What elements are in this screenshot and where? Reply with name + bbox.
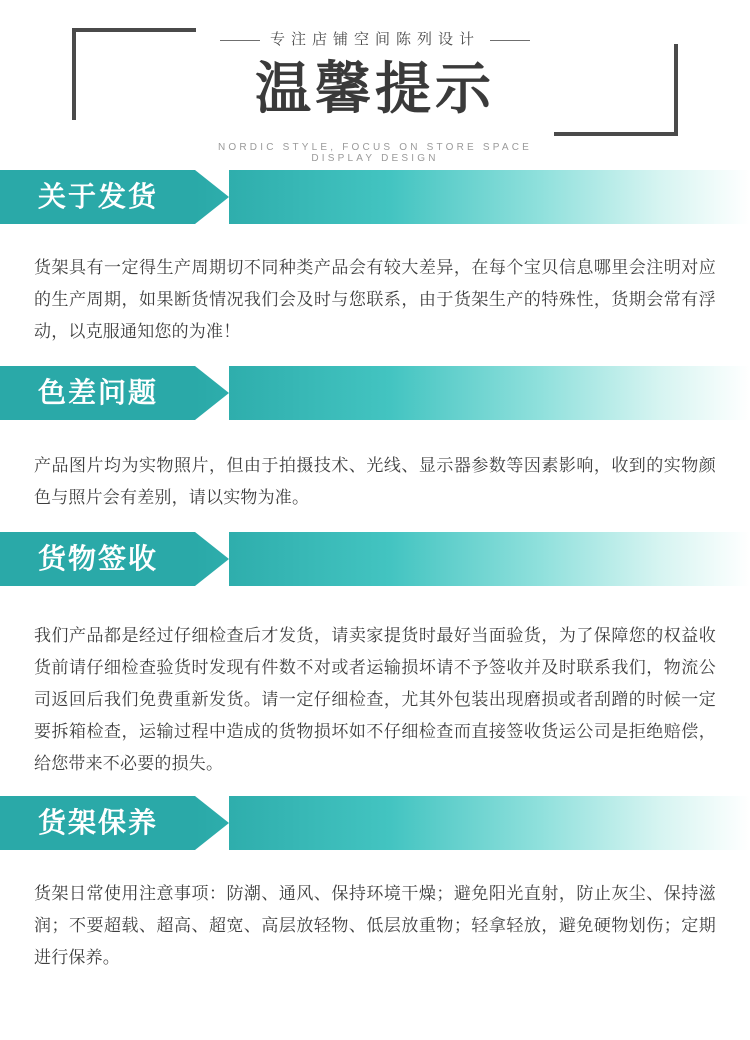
page-header — [0, 0, 750, 170]
divider-left — [220, 40, 260, 41]
section-title: 关于发货 — [38, 180, 159, 213]
section-header-band — [0, 170, 750, 224]
section-goods-receipt — [0, 532, 750, 796]
header-subtitle-top — [200, 18, 550, 50]
band-arrow-icon — [195, 170, 229, 224]
band-arrow-icon — [195, 366, 229, 420]
section-shelf-maintenance — [0, 796, 750, 984]
page-title: 温馨提示 — [255, 57, 495, 122]
section-header-band — [0, 796, 750, 850]
section-body: 产品图片均为实物照片，但由于拍摄技术、光线、显示器参数等因素影响，收到的实物颜色与照片会有差别，请以实物为准。 — [34, 456, 716, 508]
section-shipping — [0, 170, 750, 366]
divider-right — [490, 40, 530, 41]
header-inner — [200, 18, 550, 164]
corner-bracket-bottom-right-icon — [554, 44, 678, 136]
band-arrow-icon — [195, 532, 229, 586]
section-color-difference — [0, 366, 750, 532]
section-header-band — [0, 366, 750, 420]
section-header-band — [0, 532, 750, 586]
section-title: 货架保养 — [38, 806, 159, 839]
section-title: 货物签收 — [38, 542, 159, 575]
header-subtitle-bottom: NORDIC STYLE, FOCUS ON STORE SPACE DISPLAY DESIGN — [217, 142, 533, 164]
section-body: 我们产品都是经过仔细检查后才发货，请卖家提货时最好当面验货，为了保障您的权益收货前请仔细检查验货时发现有件数不对或者运输损坏请不予签收并及时联系我们，物流公司返回后我们免费重新发货。请一定仔细检查，尤其外包装出现磨损或者刮蹭的时候一定要拆箱检查，运输过程中造成的货物损坏如不仔细检查而直接签收货运公司是拒绝赔偿，给您带来不必要的损失。 — [34, 626, 716, 774]
section-body: 货架日常使用注意事项：防潮、通风、保持环境干燥；避免阳光直射，防止灰尘、保持滋润；不要超载、超高、超宽、高层放轻物、低层放重物；轻拿轻放，避免硬物划伤；定期进行保养。 — [34, 884, 716, 968]
corner-bracket-top-left-icon — [72, 28, 196, 120]
band-arrow-icon — [195, 796, 229, 850]
section-title: 色差问题 — [38, 376, 159, 409]
section-body: 货架具有一定得生产周期切不同种类产品会有较大差异，在每个宝贝信息哪里会注明对应的生产周期，如果断货情况我们会及时与您联系，由于货架生产的特殊性，货期会常有浮动，以克服通知您的为准！ — [34, 258, 716, 342]
header-subtitle-top-text: 专注店铺空间陈列设计 — [269, 31, 480, 48]
